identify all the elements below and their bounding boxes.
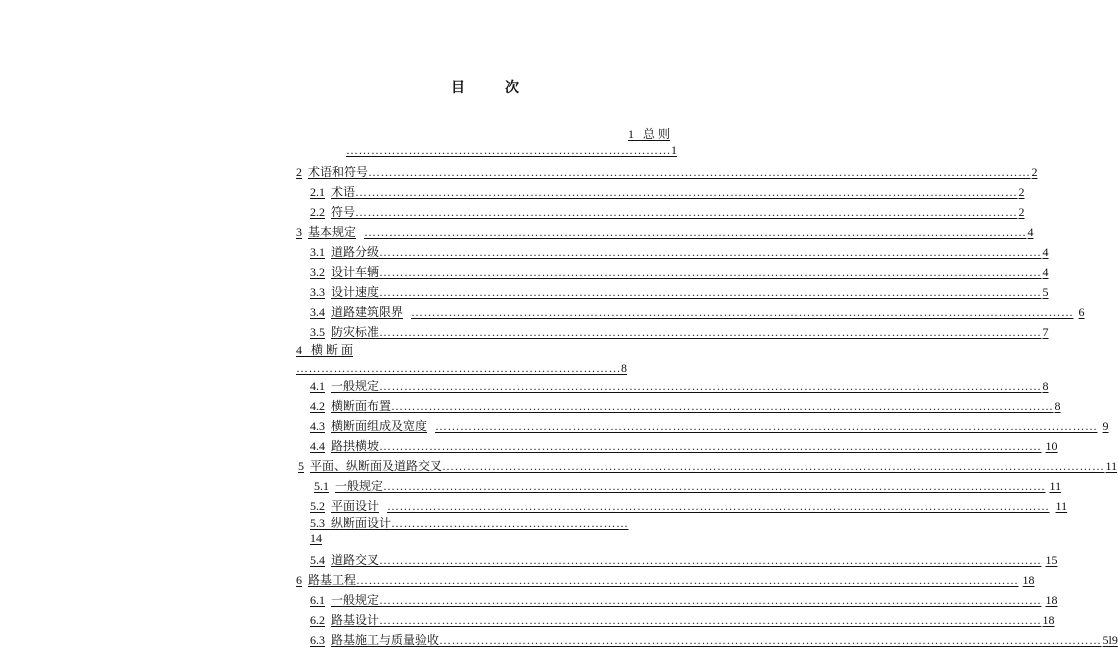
toc-entry-label: 3.5 防灾标准 [310,325,380,339]
toc-entry-label: 5.1 一般规定 [314,479,384,493]
toc-entry-5[interactable] [296,456,1118,476]
toc-entry-1[interactable] [296,126,677,160]
toc-page-number: 2 [1018,185,1025,199]
dot-leader [383,476,1046,496]
toc-entry-3-2[interactable] [296,262,1049,282]
toc-entry-4-3[interactable] [296,416,1109,436]
toc-entry-label: 3.2 设计车辆 [310,265,380,279]
dot-leader [435,416,1098,436]
dot-leader [379,610,1042,630]
toc-page-number: 18 [1045,593,1058,607]
dot-leader [379,242,1042,262]
toc-page-number: 11 [1105,459,1118,473]
dot-leader [391,396,1054,416]
toc-page-number: 11 [1049,479,1062,493]
toc-page-number: 5l9 [1102,633,1118,647]
toc-entry-label: 3.3 设计速度 [310,285,380,299]
dot-leader [356,570,1019,590]
toc-entry-label: 6.3 路基施工与质量验收 [310,633,440,647]
dot-leader [379,322,1042,342]
toc-entry-3-3[interactable] [296,282,1049,302]
toc-page-number: 11 [1055,499,1068,513]
toc-entry-4-4[interactable] [296,436,1058,456]
toc-entry-label: 4.3 横断面组成及宽度 [310,419,428,433]
dot-leader [442,456,1105,476]
toc-page-number: 4 [1042,265,1049,279]
toc-entry-label: 5.4 道路交叉 [310,553,380,567]
toc-entry-5-2[interactable] [296,496,1068,516]
dot-leader [379,590,1042,610]
toc-entry-6-1[interactable] [296,590,1058,610]
toc-entry-3-5[interactable] [296,322,1049,342]
toc-entry-4[interactable] [296,342,670,376]
toc-entry-label: 6.2 路基设计 [310,613,380,627]
toc-entry-label: 2 术语和符号 [296,165,369,179]
toc-page-number: 8 [1042,379,1049,393]
toc-entry-label: 3.4 道路建筑限界 [310,305,404,319]
toc-page-number: 4 [1042,245,1049,259]
title-char-1: 目 [451,81,465,96]
toc-entry-label: 5.3 纵断面设计 [310,516,392,530]
table-of-contents [296,126,1118,650]
toc-entry-5-4[interactable] [296,550,1058,570]
toc-entry-5-3[interactable] [296,516,670,550]
toc-entry-label: 4.1 一般规定 [310,379,380,393]
toc-page-number: 18 [1022,573,1035,587]
toc-page-number: 14 [310,531,322,545]
toc-entry-label: 5.2 平面设计 [310,499,380,513]
toc-entry-label: 6.1 一般规定 [310,593,380,607]
page-title [0,77,970,97]
toc-page-number: 4 [1027,225,1034,239]
dot-leader [379,550,1042,570]
toc-entry-6-3[interactable] [296,630,1118,650]
toc-page-number: 5 [1042,285,1049,299]
dot-leader [368,162,1031,182]
toc-page-number: 2 [1018,205,1025,219]
toc-entry-3-4[interactable] [296,302,1085,322]
toc-entry-label: 3.1 道路分级 [310,245,380,259]
dot-leader [439,630,1102,650]
toc-page-number: 18 [1042,613,1055,627]
toc-page-number: 1 [671,143,677,157]
toc-entry-label: 6 路基工程 [296,573,357,587]
toc-entry-label: 1 总 则 [627,127,670,141]
dot-leader [364,222,1027,242]
toc-entry-label: 4.2 横断面布置 [310,399,392,413]
toc-page-number: 8 [1054,399,1061,413]
toc-entry-4-1[interactable] [296,376,1049,396]
toc-entry-3[interactable] [296,222,1034,242]
toc-entry-6[interactable] [296,570,1035,590]
toc-entry-6-2[interactable] [296,610,1055,630]
dot-leader [391,516,629,530]
toc-page-number: 6 [1078,305,1085,319]
dot-leader [379,262,1042,282]
dot-leader [411,302,1074,322]
dot-leader [379,376,1042,396]
dot-leader [379,282,1042,302]
toc-page-number: 7 [1042,325,1049,339]
toc-entry-2-1[interactable] [296,182,1025,202]
title-char-2: 次 [505,81,519,96]
toc-entry-4-2[interactable] [296,396,1061,416]
toc-page-number: 8 [621,361,627,375]
toc-page-number: 15 [1045,553,1058,567]
dot-leader [355,202,1018,222]
toc-entry-label: 4.4 路拱横坡 [310,439,380,453]
toc-page-number: 10 [1045,439,1058,453]
toc-entry-label: 5 平面、纵断面及道路交叉 [298,459,443,473]
toc-entry-2[interactable] [296,162,1038,182]
toc-entry-label: 4 横 断 面 [296,343,354,357]
toc-entry-5-1[interactable] [296,476,1062,496]
dot-leader [355,182,1018,202]
toc-entry-label: 2.2 符号 [310,205,356,219]
dot-leader [387,496,1050,516]
toc-entry-3-1[interactable] [296,242,1049,262]
toc-page-number: 9 [1102,419,1109,433]
toc-page-number: 2 [1031,165,1038,179]
dot-leader [379,436,1042,456]
toc-entry-2-2[interactable] [296,202,1025,222]
toc-entry-label: 2.1 术语 [310,185,356,199]
toc-entry-label: 3 基本规定 [296,225,357,239]
